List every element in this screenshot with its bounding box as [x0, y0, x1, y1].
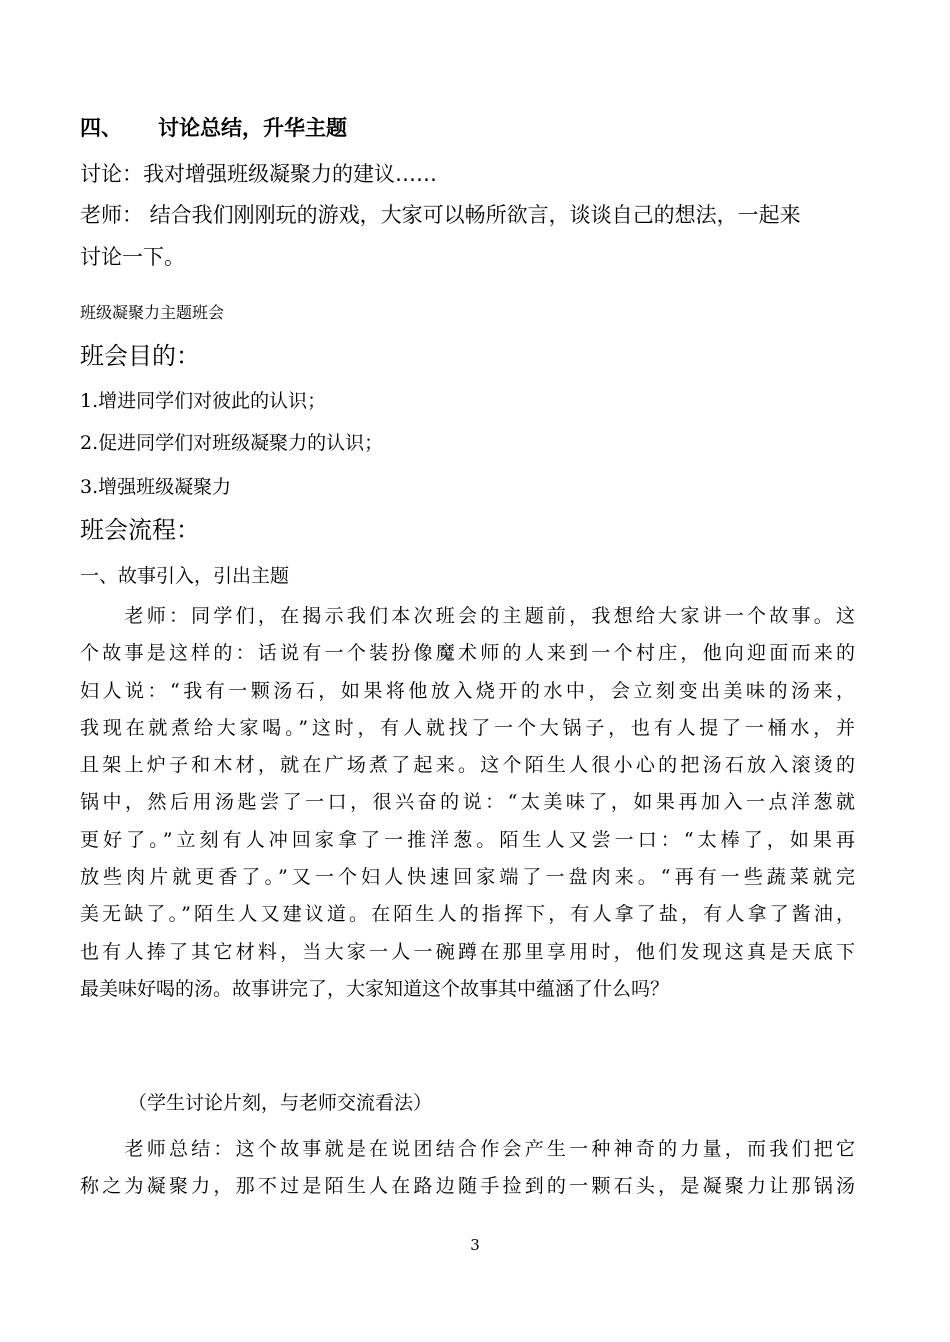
- story-line: 我现在就煮给大家喝。”这时，有人就找了一个大锅子，也有人提了一桶水，并: [80, 716, 855, 739]
- story-line: 且架上炉子和木材，就在广场煮了起来。这个陌生人很小心的把汤石放入滚烫的: [80, 754, 855, 777]
- story-line: 更好了。”立刻有人冲回家拿了一推洋葱。陌生人又尝一口：“太棒了，如果再: [80, 828, 855, 851]
- story-line: 妇人说：“我有一颗汤石，如果将他放入烧开的水中，会立刻变出美味的汤来，: [80, 679, 855, 702]
- story-line: 放些肉片就更香了。”又一个妇人快速回家端了一盘肉来。“再有一些蔬菜就完: [80, 866, 855, 889]
- story-line: 也有人捧了其它材料，当大家一人一碗蹲在那里享用时，他们发现这真是天底下: [80, 940, 855, 963]
- story-line: 个故事是这样的：话说有一个装扮像魔术师的人来到一个村庄，他向迎面而来的: [80, 642, 855, 665]
- teacher-prompt-line: 讨论一下。: [80, 245, 185, 269]
- goal-item: 1.增进同学们对彼此的认识；: [80, 390, 327, 412]
- story-paragraph: [80, 598, 855, 1008]
- discussion-line: 讨论：我对增强班级凝聚力的建议……: [80, 162, 437, 186]
- teacher-prompt-line: 老师： 结合我们刚刚玩的游戏，大家可以畅所欲言，谈谈自己的想法，一起来: [80, 203, 801, 227]
- story-line: 老师：同学们，在揭示我们本次班会的主题前，我想给大家讲一个故事。这: [80, 605, 855, 627]
- story-line: 最美味好喝的汤。故事讲完了，大家知道这个故事其中蕴涵了什么吗？: [80, 977, 670, 1000]
- section-4-title: 讨论总结，升华主题: [158, 116, 347, 140]
- story-line: 美无缺了。”陌生人又建议道。在陌生人的指挥下，有人拿了盐，有人拿了酱油，: [80, 903, 855, 926]
- summary-line: 老师总结：这个故事就是在说团结合作会产生一种神奇的力量，而我们把它: [80, 1138, 855, 1160]
- goals-heading: 班会目的：: [80, 342, 200, 370]
- section-4-number: 四、: [80, 116, 122, 140]
- summary-paragraph: [80, 1131, 855, 1206]
- student-discussion-note: （学生讨论片刻，与老师交流看法）: [128, 1092, 433, 1114]
- process-heading: 班会流程：: [80, 516, 200, 544]
- summary-line: 称之为凝聚力，那不过是陌生人在路边随手捡到的一颗石头，是凝聚力让那锅汤: [80, 1175, 855, 1198]
- story-line: 锅中，然后用汤匙尝了一口，很兴奋的说：“太美味了，如果再加入一点洋葱就: [80, 791, 855, 814]
- teacher-prompt: [80, 194, 855, 278]
- page-number: 3: [470, 1236, 480, 1254]
- goal-item: 2.促进同学们对班级凝聚力的认识；: [80, 432, 384, 454]
- document-subtitle: 班级凝聚力主题班会: [80, 303, 225, 322]
- goal-item: 3.增强班级凝聚力: [80, 476, 232, 498]
- section-1-title: 一、故事引入，引出主题: [80, 565, 290, 587]
- section-4-heading: [80, 112, 347, 142]
